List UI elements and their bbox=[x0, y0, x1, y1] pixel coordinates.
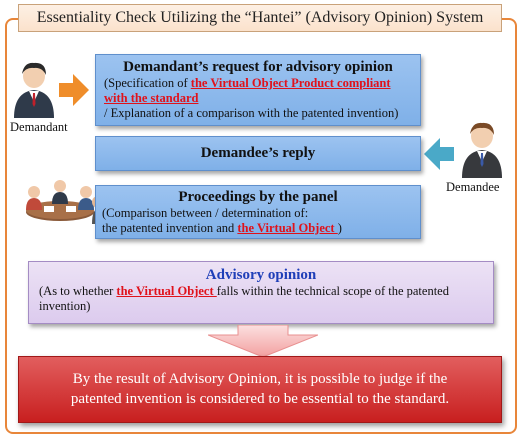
demandant-person-icon bbox=[12, 62, 56, 118]
opinion-line-red: the Virtual Object bbox=[116, 284, 217, 298]
proceedings-line2-pre: the patented invention and bbox=[102, 221, 238, 235]
proceedings-line1: (Comparison between / determination of: bbox=[102, 206, 309, 220]
request-heading: Demandant’s request for advisory opinion bbox=[123, 59, 393, 75]
proceedings-line2-post: ) bbox=[337, 221, 342, 235]
request-box bbox=[95, 54, 421, 126]
opinion-heading: Advisory opinion bbox=[205, 267, 317, 283]
demandant-label: Demandant bbox=[10, 120, 68, 134]
opinion-line-post: falls within the technical scope of the patented invention) bbox=[39, 284, 449, 313]
result-line1: By the result of Advisory Opinion, it is possible to judge if the bbox=[72, 371, 448, 387]
request-line1-pre: (Specification of bbox=[104, 76, 191, 90]
proceedings-line2-red: the Virtual Object bbox=[237, 221, 338, 235]
arrow-right-icon bbox=[59, 74, 89, 106]
diagram-title: Essentiality Check Utilizing the “Hantei” (Advisory Opinion) System bbox=[18, 4, 502, 32]
reply-box bbox=[95, 136, 421, 171]
arrow-left-icon bbox=[424, 138, 454, 170]
advisory-opinion-box bbox=[28, 261, 494, 324]
opinion-line-pre: (As to whether bbox=[39, 284, 117, 298]
demandee-label: Demandee bbox=[446, 180, 500, 194]
demandee-person-icon bbox=[460, 122, 504, 178]
proceedings-box bbox=[95, 185, 421, 239]
request-line1-red: the Virtual Object Product compliant with the standard bbox=[104, 76, 391, 105]
proceedings-heading: Proceedings by the panel bbox=[178, 189, 338, 205]
result-line2: patented invention is considered to be essential to the standard. bbox=[70, 391, 450, 407]
arrow-down-icon bbox=[208, 325, 318, 357]
panel-meeting-icon bbox=[14, 178, 106, 226]
reply-heading: Demandee’s reply bbox=[200, 145, 316, 161]
request-line2: / Explanation of a comparison with the patented invention) bbox=[104, 106, 399, 120]
result-box bbox=[18, 356, 502, 423]
